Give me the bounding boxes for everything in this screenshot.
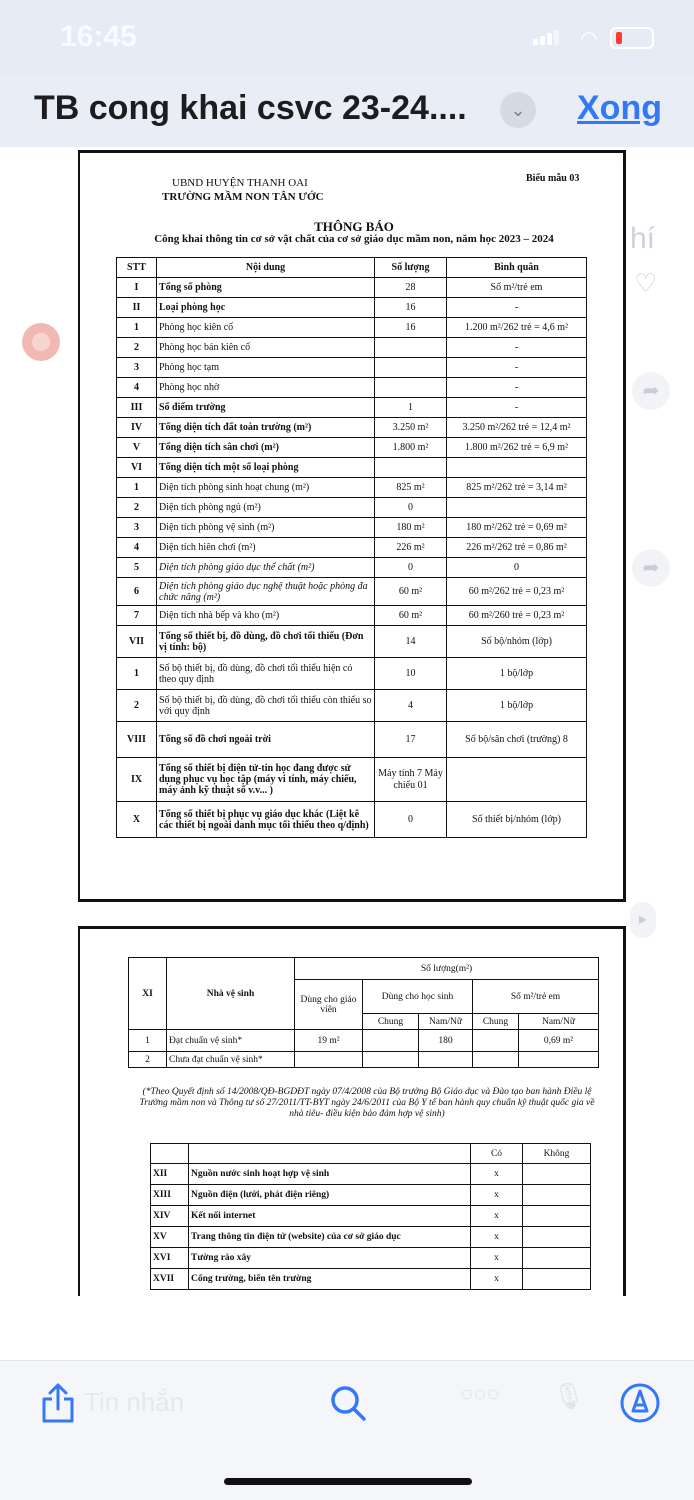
cell-noi-dung: Diện tích nhà bếp và kho (m²) xyxy=(157,606,375,626)
col-giao-vien: Dùng cho giáo viên xyxy=(295,980,363,1030)
doc-heading: THÔNG BÁO xyxy=(314,219,394,234)
col-nam-nu: Nam/Nữ xyxy=(519,1014,599,1030)
done-button[interactable]: Xong xyxy=(577,89,662,127)
col-m2-tre: Số m²/trẻ em xyxy=(473,980,599,1014)
cell-noi-dung: Tổng diện tích sân chơi (m²) xyxy=(157,438,375,458)
table-row xyxy=(117,626,587,658)
cell-noi-dung: Số bộ thiết bị, đồ dùng, đồ chơi tối thiểu còn thiếu so với quy định xyxy=(157,690,375,722)
cell-khong xyxy=(523,1206,591,1227)
cell-binh-quan: 180 m²/262 trẻ = 0,69 m² xyxy=(447,518,587,538)
cell-stt: VI xyxy=(117,458,157,478)
battery-icon xyxy=(610,27,654,49)
chevron-down-icon[interactable]: ⌄ xyxy=(500,92,536,128)
cell-stt: 3 xyxy=(117,358,157,378)
table-row xyxy=(117,338,587,358)
col-co: Có xyxy=(471,1144,523,1164)
table-cell xyxy=(189,1144,471,1164)
cell-binh-quan: 1.200 m²/262 trẻ = 4,6 m² xyxy=(447,318,587,338)
cell-noi-dung: Tổng số đồ chơi ngoài trời xyxy=(157,722,375,758)
cell-noi-dung: Tổng diện tích đất toàn trường (m²) xyxy=(157,418,375,438)
cell-stt: 2 xyxy=(117,498,157,518)
cell-noi-dung: Phòng học kiên cố xyxy=(157,318,375,338)
cell-so-luong: 0 xyxy=(375,558,447,578)
cell-stt: VII xyxy=(117,626,157,658)
cell-so-luong xyxy=(375,358,447,378)
table-cell: 2 xyxy=(129,1052,167,1068)
cell-khong xyxy=(523,1248,591,1269)
cell-item: Kết nối internet xyxy=(189,1206,471,1227)
document-title[interactable]: TB cong khai csvc 23-24.... xyxy=(34,89,467,127)
table-cell xyxy=(473,1030,519,1052)
section-xi: XI xyxy=(129,958,167,1030)
ellipsis-icon: ○○○ xyxy=(460,1381,500,1406)
table-row xyxy=(117,418,587,438)
table-cell xyxy=(363,1052,419,1068)
cell-khong xyxy=(523,1227,591,1248)
cell-code: XIV xyxy=(151,1206,189,1227)
org-name: UBND HUYỆN THANH OAI xyxy=(172,177,308,189)
table-row xyxy=(151,1185,591,1206)
cell-so-luong: 0 xyxy=(375,802,447,838)
table-row xyxy=(151,1227,591,1248)
doc-subheading: Công khai thông tin cơ sở vật chất của cơ sở giáo dục mầm non, năm học 2023 – 2024 xyxy=(154,233,554,245)
cell-binh-quan: 3.250 m²/262 trẻ = 12,4 m² xyxy=(447,418,587,438)
cell-so-luong xyxy=(375,338,447,358)
col-chung: Chung xyxy=(363,1014,419,1030)
table-cell: 19 m² xyxy=(295,1030,363,1052)
cell-co: x xyxy=(471,1206,523,1227)
cell-binh-quan: 0 xyxy=(447,558,587,578)
cell-stt: 5 xyxy=(117,558,157,578)
table-row xyxy=(117,758,587,802)
table-cell xyxy=(419,1052,473,1068)
cell-so-luong: 3.250 m² xyxy=(375,418,447,438)
markup-icon[interactable] xyxy=(618,1381,662,1425)
cell-noi-dung: Phòng học tạm xyxy=(157,358,375,378)
heart-icon: ♡ xyxy=(634,268,658,298)
cell-so-luong: 825 m² xyxy=(375,478,447,498)
table-row xyxy=(117,478,587,498)
table-row xyxy=(117,518,587,538)
table-cell xyxy=(519,1052,599,1068)
cell-stt: 1 xyxy=(117,318,157,338)
cell-stt: 7 xyxy=(117,606,157,626)
cell-so-luong: 16 xyxy=(375,298,447,318)
cell-stt: 2 xyxy=(117,338,157,358)
table-row xyxy=(151,1144,591,1164)
cell-binh-quan xyxy=(447,458,587,478)
cell-stt: I xyxy=(117,278,157,298)
table-row xyxy=(151,1248,591,1269)
table-row xyxy=(117,498,587,518)
forward-icon: ➦ xyxy=(632,549,670,587)
cell-binh-quan: - xyxy=(447,358,587,378)
cell-so-luong: 16 xyxy=(375,318,447,338)
cell-so-luong: 17 xyxy=(375,722,447,758)
col-noi-dung: Nội dung xyxy=(157,258,375,278)
cell-code: XVI xyxy=(151,1248,189,1269)
cell-stt: 1 xyxy=(117,658,157,690)
forward-icon: ➦ xyxy=(632,372,670,410)
cell-stt: II xyxy=(117,298,157,318)
cell-so-luong: 1 xyxy=(375,398,447,418)
cell-co: x xyxy=(471,1248,523,1269)
table-header-row xyxy=(117,258,587,278)
cell-noi-dung: Tổng số thiết bị điện tử-tin học đang được sử dụng phục vụ học tập (máy vi tính, máy chiếu, máy ảnh kỹ thuật số v.v... ) xyxy=(157,758,375,802)
search-icon[interactable] xyxy=(326,1381,370,1425)
cell-so-luong: 1.800 m² xyxy=(375,438,447,458)
table-row xyxy=(117,690,587,722)
chevron-right-icon: ▸ xyxy=(630,902,656,938)
cell-stt: 2 xyxy=(117,690,157,722)
legal-note: (*Theo Quyết định số 14/2008/QĐ-BGDĐT ngày 07/4/2008 của Bộ trưởng Bộ Giáo dục và Đào tạo ban hành Điều lệ Trường mầm non và Thông tư số 27/2011/TT-BYT ngày 24/6/2011 của Bộ Y tế ban hành quy chuẩn kỹ thuật quốc gia về nhà tiêu- điều kiện bảo đảm hợp vệ sinh) xyxy=(139,1087,595,1119)
table-cell xyxy=(363,1030,419,1052)
home-indicator[interactable] xyxy=(224,1478,472,1485)
table-cell xyxy=(295,1052,363,1068)
cell-noi-dung: Phòng học nhờ xyxy=(157,378,375,398)
cell-khong xyxy=(523,1185,591,1206)
cell-khong xyxy=(523,1269,591,1290)
col-nha-ve-sinh: Nhà vệ sinh xyxy=(167,958,295,1030)
cell-so-luong: 4 xyxy=(375,690,447,722)
cell-stt: III xyxy=(117,398,157,418)
facilities-table xyxy=(116,257,587,838)
cell-so-luong: 14 xyxy=(375,626,447,658)
cell-binh-quan: Số bộ/nhóm (lớp) xyxy=(447,626,587,658)
table-row xyxy=(117,722,587,758)
col-stt: STT xyxy=(117,258,157,278)
cell-stt: X xyxy=(117,802,157,838)
table-cell xyxy=(473,1052,519,1068)
table-row xyxy=(117,358,587,378)
col-so-luong: Số lượng xyxy=(375,258,447,278)
cell-so-luong xyxy=(375,458,447,478)
cell-binh-quan: 825 m²/262 trẻ = 3,14 m² xyxy=(447,478,587,498)
cell-noi-dung: Diện tích phòng giáo dục thể chất (m²) xyxy=(157,558,375,578)
cell-noi-dung: Tổng số thiết bị, đồ dùng, đồ chơi tối thiểu (Đơn vị tính: bộ) xyxy=(157,626,375,658)
cell-noi-dung: Diện tích phòng vệ sinh (m²) xyxy=(157,518,375,538)
cell-noi-dung: Diện tích phòng ngủ (m²) xyxy=(157,498,375,518)
cell-so-luong: 10 xyxy=(375,658,447,690)
cell-item: Tường rào xây xyxy=(189,1248,471,1269)
cell-binh-quan xyxy=(447,758,587,802)
table-row xyxy=(117,298,587,318)
col-nam-nu: Nam/Nữ xyxy=(419,1014,473,1030)
cell-co: x xyxy=(471,1185,523,1206)
cell-noi-dung: Tổng diện tích một số loại phòng xyxy=(157,458,375,478)
cell-stt: 4 xyxy=(117,378,157,398)
cell-binh-quan: - xyxy=(447,398,587,418)
table-cell: Chưa đạt chuẩn vệ sinh* xyxy=(167,1052,295,1068)
cell-so-luong: 60 m² xyxy=(375,606,447,626)
cell-binh-quan: - xyxy=(447,338,587,358)
cell-noi-dung: Loại phòng học xyxy=(157,298,375,318)
cell-stt: 1 xyxy=(117,478,157,498)
signal-icon xyxy=(533,30,561,50)
cell-code: XVII xyxy=(151,1269,189,1290)
cell-noi-dung: Diện tích phòng sinh hoạt chung (m²) xyxy=(157,478,375,498)
table-cell xyxy=(151,1144,189,1164)
wifi-icon: ◠ xyxy=(580,28,598,50)
cell-binh-quan: Số m²/trẻ em xyxy=(447,278,587,298)
form-number: Biểu mẫu 03 xyxy=(526,173,580,184)
cell-khong xyxy=(523,1164,591,1185)
table-row xyxy=(117,538,587,558)
cell-item: Nguồn điện (lưới, phát điện riêng) xyxy=(189,1185,471,1206)
cell-noi-dung: Số điểm trường xyxy=(157,398,375,418)
cell-so-luong: 0 xyxy=(375,498,447,518)
col-hoc-sinh: Dùng cho học sinh xyxy=(363,980,473,1014)
table-row xyxy=(117,658,587,690)
ghost-message-placeholder: Tin nhắn xyxy=(84,1387,185,1417)
cell-so-luong: 180 m² xyxy=(375,518,447,538)
cell-item: Cổng trường, biển tên trường xyxy=(189,1269,471,1290)
cell-stt: IV xyxy=(117,418,157,438)
cell-binh-quan: Số bộ/sân chơi (trường) 8 xyxy=(447,722,587,758)
table-row xyxy=(117,802,587,838)
cell-item: Nguồn nước sinh hoạt hợp vệ sinh xyxy=(189,1164,471,1185)
table-cell: 0,69 m² xyxy=(519,1030,599,1052)
cell-binh-quan: 1.800 m²/262 trẻ = 6,9 m² xyxy=(447,438,587,458)
table-row xyxy=(151,1164,591,1185)
table-row xyxy=(117,458,587,478)
share-icon[interactable] xyxy=(36,1381,80,1425)
table-row xyxy=(117,438,587,458)
table-row xyxy=(151,1269,591,1290)
cell-code: XV xyxy=(151,1227,189,1248)
col-so-luong-group: Số lượng(m²) xyxy=(295,958,599,980)
cell-noi-dung: Tổng số thiết bị phục vụ giáo dục khác (Liệt kê các thiết bị ngoài danh mục tối thiểu theo q/định) xyxy=(157,802,375,838)
table-row xyxy=(117,558,587,578)
cell-co: x xyxy=(471,1269,523,1290)
cell-so-luong xyxy=(375,378,447,398)
table-row xyxy=(117,318,587,338)
ghost-side-text: hí xyxy=(630,222,656,255)
col-khong: Không xyxy=(523,1144,591,1164)
table-row xyxy=(117,606,587,626)
school-name: TRƯỜNG MẦM NON TÂN ƯỚC xyxy=(162,191,324,203)
utilities-table xyxy=(150,1143,591,1290)
document-page-2 xyxy=(78,926,626,1296)
cell-binh-quan: - xyxy=(447,298,587,318)
cell-stt: V xyxy=(117,438,157,458)
cell-item: Trang thông tin điện tử (website) của cơ sở giáo dục xyxy=(189,1227,471,1248)
table-cell: 1 xyxy=(129,1030,167,1052)
col-binh-quan: Bình quân xyxy=(447,258,587,278)
cell-binh-quan: - xyxy=(447,378,587,398)
table-row xyxy=(117,398,587,418)
table-row xyxy=(117,378,587,398)
cell-binh-quan: 1 bộ/lớp xyxy=(447,690,587,722)
cell-so-luong: 60 m² xyxy=(375,578,447,606)
table-cell: Đạt chuẩn vệ sinh* xyxy=(167,1030,295,1052)
cell-noi-dung: Số bộ thiết bị, đồ dùng, đồ chơi tối thiểu hiện có theo quy định xyxy=(157,658,375,690)
cell-stt: 3 xyxy=(117,518,157,538)
toilet-table xyxy=(128,957,599,1068)
cell-binh-quan: 60 m²/260 trẻ = 0,23 m² xyxy=(447,606,587,626)
cell-noi-dung: Phòng học bán kiên cố xyxy=(157,338,375,358)
cell-binh-quan: 60 m²/262 trẻ = 0,23 m² xyxy=(447,578,587,606)
document-page-1 xyxy=(78,150,626,902)
cell-so-luong: Máy tính 7 Máy chiếu 01 xyxy=(375,758,447,802)
status-bar xyxy=(0,0,694,75)
table-row xyxy=(129,1030,599,1052)
cell-stt: VIII xyxy=(117,722,157,758)
table-row xyxy=(129,1052,599,1068)
cell-binh-quan: 1 bộ/lớp xyxy=(447,658,587,690)
table-row xyxy=(117,578,587,606)
cell-so-luong: 28 xyxy=(375,278,447,298)
cell-binh-quan xyxy=(447,498,587,518)
cell-binh-quan: Số thiết bị/nhóm (lớp) xyxy=(447,802,587,838)
viewer-header xyxy=(0,75,694,147)
table-row xyxy=(151,1206,591,1227)
cell-code: XII xyxy=(151,1164,189,1185)
microphone-icon: 🎙 xyxy=(552,1381,586,1411)
cell-stt: IX xyxy=(117,758,157,802)
table-cell: 180 xyxy=(419,1030,473,1052)
cell-co: x xyxy=(471,1227,523,1248)
col-chung: Chung xyxy=(473,1014,519,1030)
status-time: 16:45 xyxy=(60,20,137,53)
cell-co: x xyxy=(471,1164,523,1185)
table-row xyxy=(117,278,587,298)
avatar xyxy=(22,323,60,361)
cell-stt: 4 xyxy=(117,538,157,558)
cell-noi-dung: Tổng số phòng xyxy=(157,278,375,298)
cell-so-luong: 226 m² xyxy=(375,538,447,558)
cell-noi-dung: Diện tích hiên chơi (m²) xyxy=(157,538,375,558)
cell-stt: 6 xyxy=(117,578,157,606)
table-row xyxy=(129,958,599,980)
cell-noi-dung: Diện tích phòng giáo dục nghệ thuật hoặc phòng đa chức năng (m²) xyxy=(157,578,375,606)
cell-code: XIII xyxy=(151,1185,189,1206)
cell-binh-quan: 226 m²/262 trẻ = 0,86 m² xyxy=(447,538,587,558)
